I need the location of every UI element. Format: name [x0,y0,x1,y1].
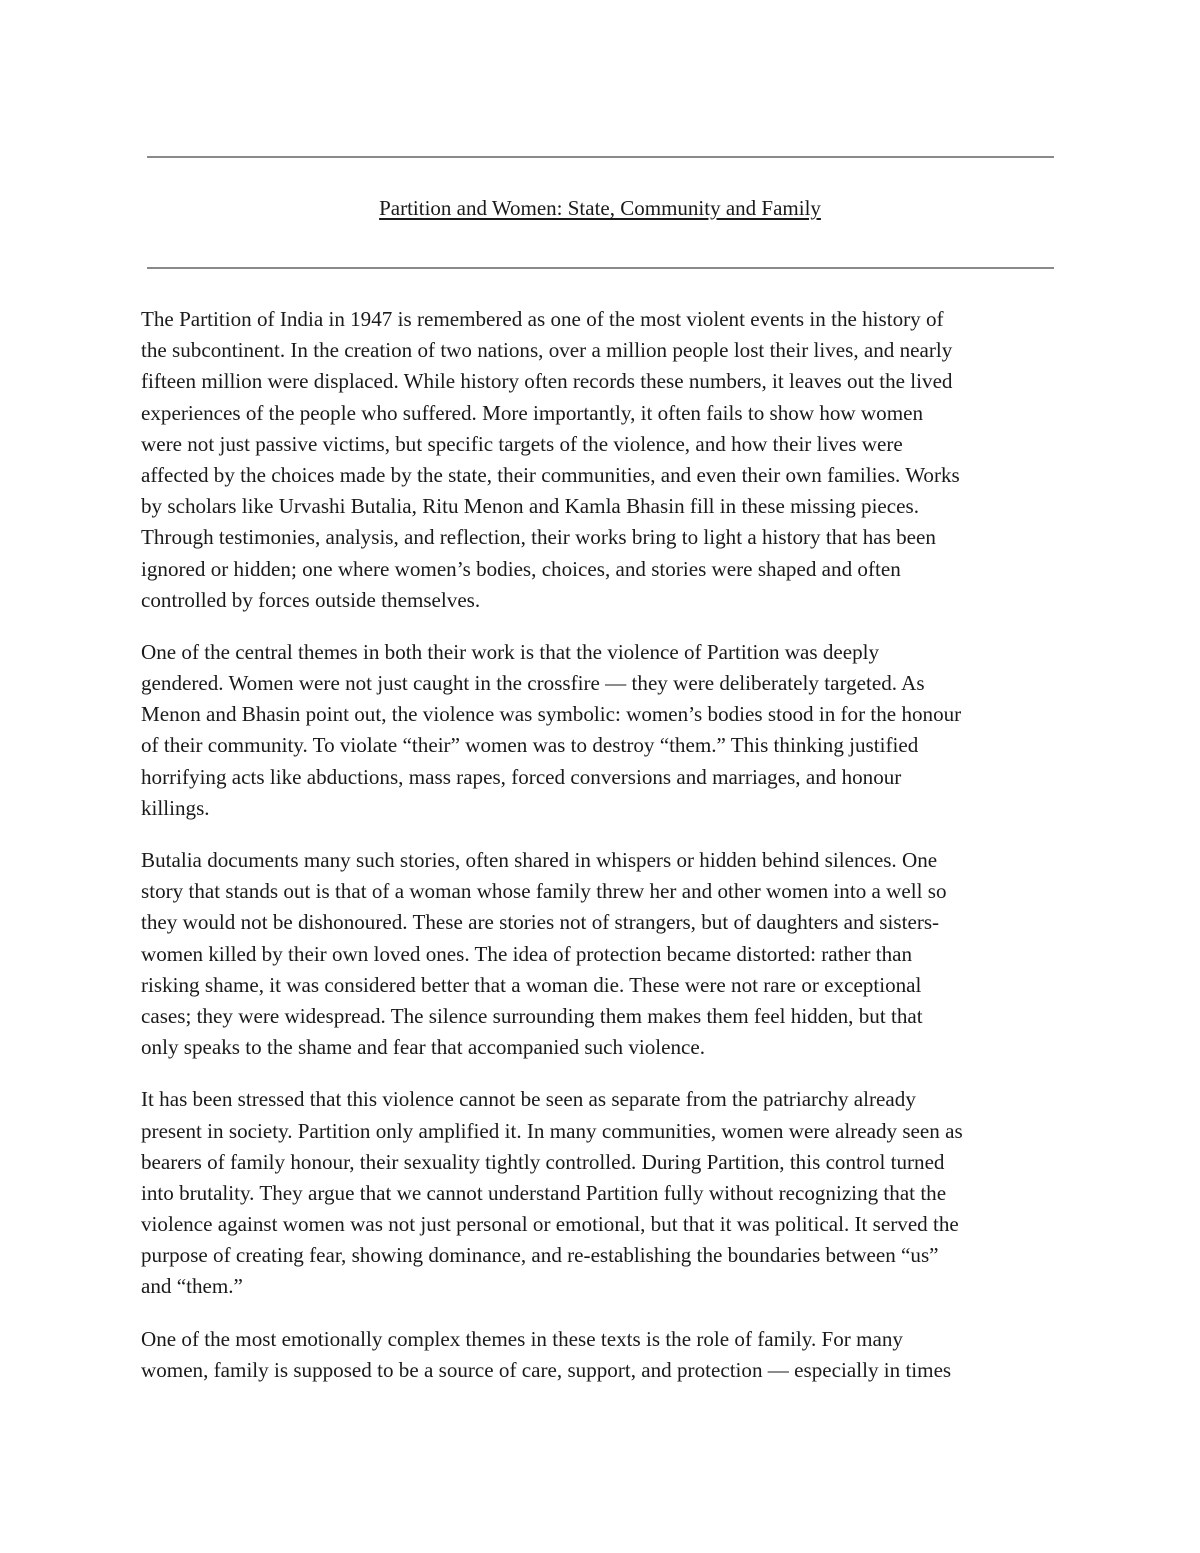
text-line: bearers of family honour, their sexuality tightly controlled. During Partition, this control turned [141,1149,945,1174]
text-line: controlled by forces outside themselves. [141,587,481,612]
text-line: fifteen million were displaced. While history often records these numbers, it leaves out the lived [141,369,953,394]
text-line: the subcontinent. In the creation of two nations, over a million people lost their lives, and nearly [141,338,953,363]
text-line: killings. [141,795,210,820]
text-line: cases; they were widespread. The silence surrounding them makes them feel hidden, but that [141,1003,923,1028]
paragraph [141,304,1066,616]
text-line: they would not be dishonoured. These are stories not of strangers, but of daughters and sisters- [141,910,940,935]
text-line: Butalia documents many such stories, often shared in whispers or hidden behind silences. One [141,848,938,872]
text-line: of their community. To violate “their” women was to destroy “them.” This thinking justified [141,733,919,758]
text-line: were not just passive victims, but specific targets of the violence, and how their lives were [141,431,903,456]
paragraph [141,637,1066,824]
text-line: into brutality. They argue that we cannot understand Partition fully without recognizing that the [141,1180,947,1205]
text-line: gendered. Women were not just caught in the crossfire — they were deliberately targeted. As [141,671,925,696]
text-line: women, family is supposed to be a source of care, support, and protection — especially in times [141,1357,952,1382]
paragraph [141,1084,1066,1302]
text-line: women killed by their own loved ones. The idea of protection became distorted: rather than [141,941,913,966]
text-line: The Partition of India in 1947 is remembered as one of the most violent events in the history of [141,307,944,331]
title-rule-bottom [147,267,1054,269]
text-line: risking shame, it was considered better that a woman die. These were not rare or exceptional [141,972,922,997]
text-line: It has been stressed that this violence cannot be seen as separate from the patriarchy already [141,1087,916,1112]
text-line: horrifying acts like abductions, mass rapes, forced conversions and marriages, and honour [141,764,902,789]
text-line: One of the most emotionally complex themes in these texts is the role of family. For many [141,1326,903,1351]
text-line: experiences of the people who suffered. More importantly, it often fails to show how women [141,400,924,425]
text-line: and “them.” [141,1274,243,1299]
document-body [141,304,1066,1407]
text-line: present in society. Partition only amplified it. In many communities, women were already seen as [141,1118,963,1143]
text-line: purpose of creating fear, showing dominance, and re-establishing the boundaries between “us” [141,1243,939,1268]
text-line: story that stands out is that of a woman whose family threw her and other women into a well so [141,879,947,904]
text-line: affected by the choices made by the state, their communities, and even their own families. Works [141,462,960,487]
paragraph [141,845,1066,1063]
text-line: ignored or hidden; one where women’s bodies, choices, and stories were shaped and often [141,556,901,581]
text-line: Menon and Bhasin point out, the violence was symbolic: women’s bodies stood in for the honour [141,702,962,727]
document-title: Partition and Women: State, Community and Family [379,196,821,220]
text-line: Through testimonies, analysis, and reflection, their works bring to light a history that has been [141,525,936,550]
text-line: One of the central themes in both their work is that the violence of Partition was deeply [141,639,880,664]
text-line: only speaks to the shame and fear that accompanied such violence. [141,1035,706,1060]
text-line: by scholars like Urvashi Butalia, Ritu Menon and Kamla Bhasin fill in these missing pieces. [141,494,919,519]
text-line: violence against women was not just personal or emotional, but that it was political. It served the [141,1212,959,1237]
paragraph [141,1324,1066,1386]
title-rule-top [147,156,1054,158]
